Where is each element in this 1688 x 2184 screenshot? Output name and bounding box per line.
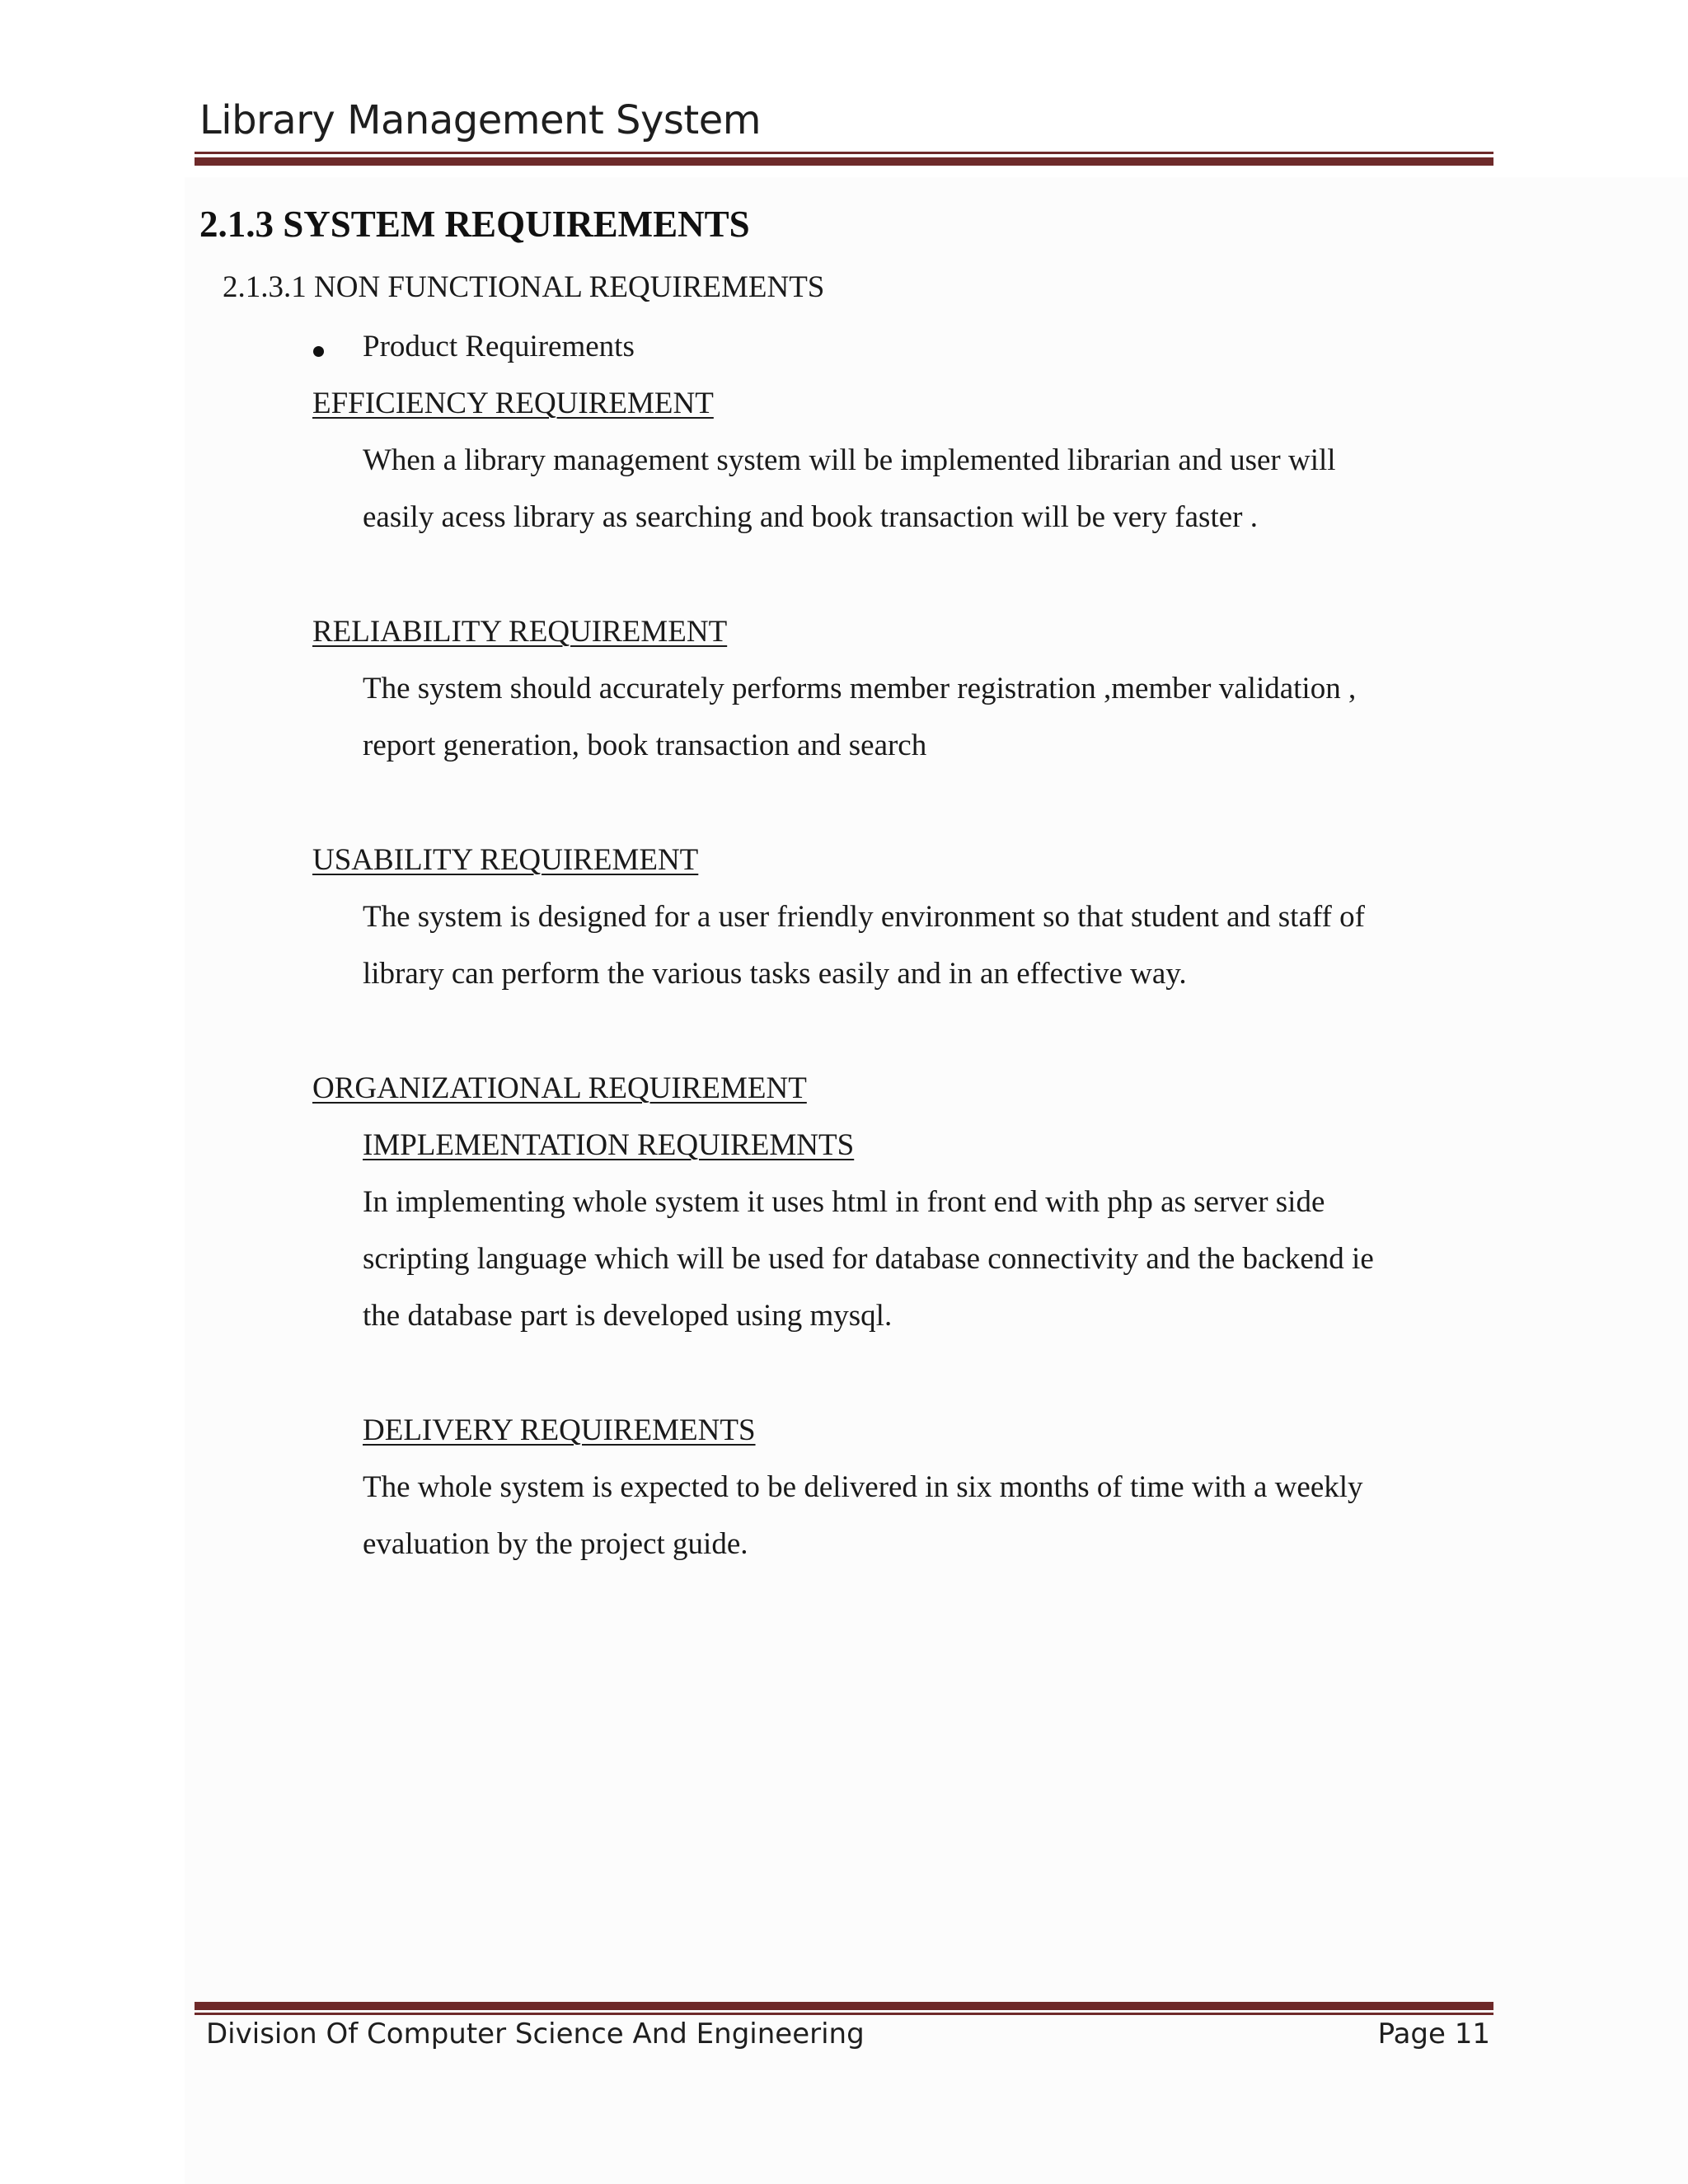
bullet-dot (313, 346, 324, 357)
delivery-title: DELIVERY REQUIREMENTS (363, 1413, 756, 1447)
header-rule-thin (195, 152, 1493, 154)
implementation-line-2: scripting language which will be used for database connectivity and the backend ie (363, 1242, 1374, 1276)
implementation-line-3: the database part is developed using mysql. (363, 1299, 893, 1333)
header-rule-thick (195, 157, 1493, 166)
section-heading: 2.1.3 SYSTEM REQUIREMENTS (199, 204, 750, 245)
subsection-heading: 2.1.3.1 NON FUNCTIONAL REQUIREMENTS (223, 270, 825, 304)
usability-line-1: The system is designed for a user friendly environment so that student and staff of (363, 900, 1365, 934)
efficiency-line-2: easily acess library as searching and book transaction will be very faster . (363, 500, 1258, 534)
bullet-item-product-requirements: Product Requirements (363, 330, 635, 363)
organizational-title: ORGANIZATIONAL REQUIREMENT (312, 1071, 807, 1105)
reliability-line-2: report generation, book transaction and search (363, 729, 927, 762)
reliability-title: RELIABILITY REQUIREMENT (312, 615, 728, 649)
footer-division: Division Of Computer Science And Engineering (206, 2018, 865, 2050)
reliability-line-1: The system should accurately performs member registration ,member validation , (363, 672, 1357, 705)
implementation-line-1: In implementing whole system it uses html in front end with php as server side (363, 1185, 1325, 1219)
delivery-line-1: The whole system is expected to be delivered in six months of time with a weekly (363, 1470, 1363, 1504)
implementation-title: IMPLEMENTATION REQUIREMNTS (363, 1128, 855, 1162)
running-header-title: Library Management System (199, 97, 762, 143)
efficiency-title: EFFICIENCY REQUIREMENT (312, 387, 714, 420)
usability-line-2: library can perform the various tasks easily and in an effective way. (363, 957, 1187, 991)
delivery-line-2: evaluation by the project guide. (363, 1527, 748, 1561)
usability-title: USABILITY REQUIREMENT (312, 843, 699, 877)
efficiency-line-1: When a library management system will be implemented librarian and user will (363, 443, 1336, 477)
footer-page-number: Page 11 (1377, 2018, 1490, 2050)
footer-rule-thick (195, 2002, 1493, 2010)
footer-rule-thin (195, 2013, 1493, 2015)
